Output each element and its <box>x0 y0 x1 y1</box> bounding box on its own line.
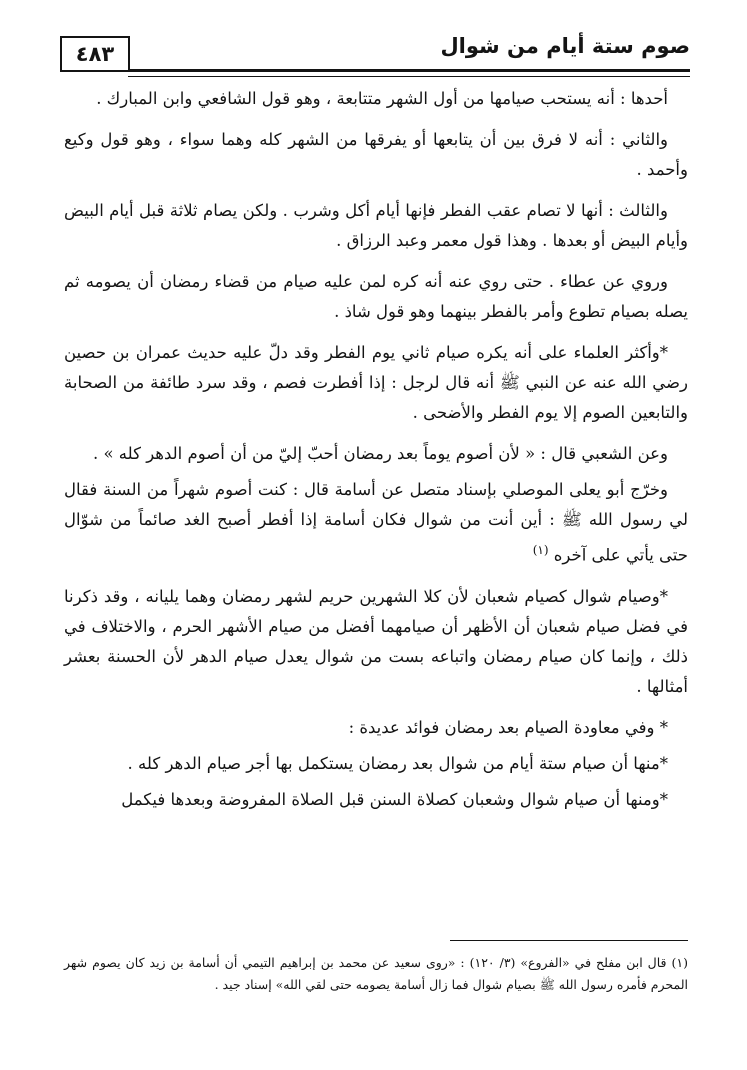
body-text <box>64 84 688 821</box>
paragraph: والثاني : أنه لا فرق بين أن يتابعها أو يفرقها من الشهر كله وهما سواء ، وهو قول وكيع وأحمد . <box>64 130 688 179</box>
paragraph: *منها أن صيام ستة أيام من شوال بعد رمضان يستكمل بها أجر صيام الدهر كله . <box>127 753 668 773</box>
running-title: صوم ستة أيام من شوال <box>440 34 690 58</box>
paragraph: وعن الشعبي قال : « لأن أصوم يوماً بعد رمضان أحبّ إليّ من أن أصوم الدهر كله » . <box>92 444 668 463</box>
footnote-rule <box>450 940 688 941</box>
page-header <box>60 28 690 72</box>
paragraph: * وفي معاودة الصيام بعد رمضان فوائد عديدة : <box>348 717 668 737</box>
header-rule <box>128 69 690 72</box>
paragraph: أحدها : أنه يستحب صيامها من أول الشهر متتابعة ، وهو قول الشافعي وابن المبارك . <box>96 89 668 108</box>
paragraph-text: وخرّج أبو يعلى الموصلي بإسناد متصل عن أسامة قال : كنت أصوم شهراً من السنة فقال لي رسول الله ﷺ : أين أنت من شوال فكان أسامة إذا أفطر أصبح الغد صائماً من شوّال حتى يأتي على آخره <box>64 480 688 565</box>
footnote: (١) قال ابن مفلح في «الفروع» (٣/ ١٢٠) : «روى سعيد عن محمد بن إبراهيم التيمي أن أسامة بن زيد كان يصوم شهر المحرم فأمره رسول الله ﷺ بصيام شوال فما زال أسامة يصومه حتى لقي الله» إسناد جيد . <box>64 955 688 992</box>
page-number: ٤٨٣ <box>60 36 130 72</box>
paragraph: *وأكثر العلماء على أنه يكره صيام ثاني يوم الفطر وقد دلّ عليه حديث عمران بن حصين رضي الله عنه عن النبي ﷺ أنه قال لرجل : إذا أفطرت فصم ، وقد سرد طائفة من الصحابة والتابعين الصوم إلا يوم الفطر والأضحى . <box>64 343 688 422</box>
paragraph-with-footnote <box>64 475 688 571</box>
header-rule-thin <box>128 76 690 77</box>
paragraph: *وصيام شوال كصيام شعبان لأن كلا الشهرين حريم لشهر رمضان وهما يليانه ، وقد ذكرنا في فضل صيام شعبان أن الأظهر أن صيامهما أفضل من صيام الأشهر الحرم ، والاختلاف في ذلك ، وإنما كان صيام رمضان واتباعه بست من شوال يعدل صيام الدهر لأن الحسنة بعشر أمثالها . <box>64 586 688 696</box>
footnote-marker: (١) <box>532 543 549 557</box>
paragraph: وروي عن عطاء . حتى روي عنه أنه كره لمن عليه صيام من قضاء رمضان أن يصومه ثم يصله بصيام تطوع وأمر بالفطر بينهما وهو قول شاذ . <box>64 272 688 321</box>
paragraph: *ومنها أن صيام شوال وشعبان كصلاة السنن قبل الصلاة المفروضة وبعدها فيكمل <box>121 789 668 809</box>
paragraph: والثالث : أنها لا تصام عقب الفطر فإنها أيام أكل وشرب . ولكن يصام ثلاثة قبل أيام البيض وأيام البيض أو بعدها . وهذا قول معمر وعبد الرزاق . <box>64 201 688 250</box>
